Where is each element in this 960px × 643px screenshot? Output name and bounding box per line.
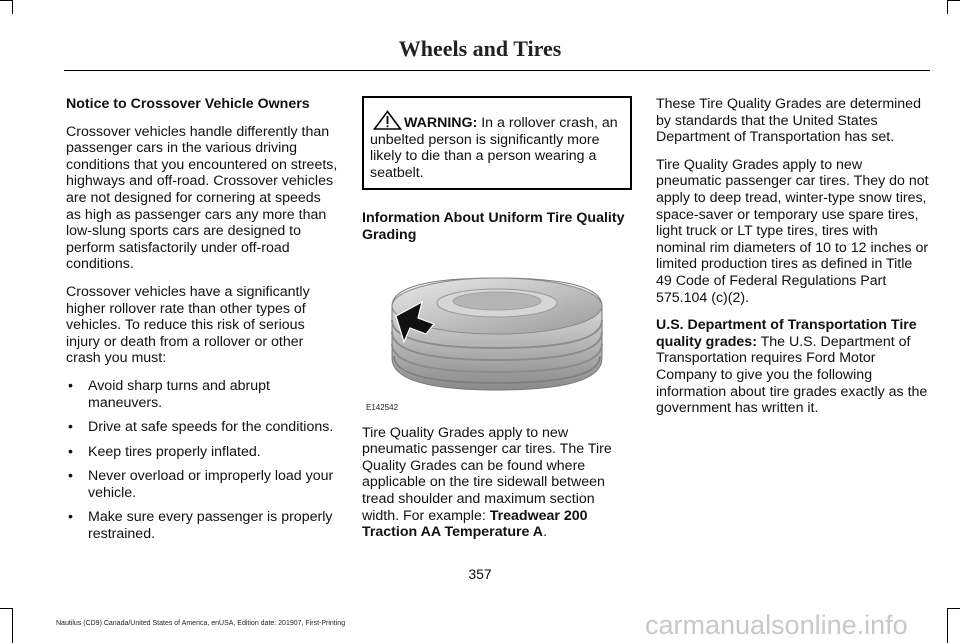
crop-mark <box>0 0 12 1</box>
crop-mark <box>12 0 13 14</box>
crop-mark <box>947 608 960 609</box>
bullet-icon: • <box>68 509 73 526</box>
section-heading: Information About Uniform Tire Quality Grading <box>362 210 625 243</box>
list-item: • Avoid sharp turns and abrupt maneuvers. <box>68 377 270 411</box>
figure-code: E142542 <box>366 402 399 412</box>
tire-figure <box>362 258 632 410</box>
list-item: • Drive at safe speeds for the conditions. <box>68 419 334 436</box>
list-item: • Make sure every passenger is properly restrained. <box>68 509 333 543</box>
column-left <box>66 96 338 551</box>
paragraph: Crossover vehicles handle differently than passenger cars in the various driving conditions that you encountered on streets, highways and off-road. Crossover vehicles are not designed for cornering at speeds as high as passenger cars any more than low-slung sports cars are designed to perform satisfactorily under off-road conditions. <box>66 123 338 273</box>
paragraph: U.S. Department of Transportation Tire quality grades: The U.S. Department of Transportation requires Ford Motor Company to give you the following information about tire grades exactly as the government has written it. <box>656 317 928 417</box>
page-number: 357 <box>468 566 492 582</box>
warning-text: In a rollover crash, an unbelted person is significantly more likely to die than a person wearing a seatbelt. <box>370 115 618 181</box>
example-grade: Treadwear 200 Traction AA Temperature A <box>362 507 588 541</box>
bullet-icon: • <box>68 443 73 460</box>
bullet-icon: • <box>68 377 73 394</box>
section-heading: Notice to Crossover Vehicle Owners <box>66 96 310 112</box>
header-divider <box>64 70 930 71</box>
warning-box <box>362 96 632 190</box>
list-item: • Keep tires properly inflated. <box>68 443 261 460</box>
crop-mark <box>0 608 12 609</box>
column-right <box>656 96 930 428</box>
paragraph: Tire Quality Grades apply to new pneumatic passenger car tires. They do not apply to deep tread, winter-type snow tires, space-saver or temporary use spare tires, light truck or LT type tires, tires with nominal rim diameters of 10 to 12 inches or limited production tires as defined in Title 49 Code of Federal Regulations Part 575.104 (c)(2). <box>656 156 929 306</box>
crop-mark <box>12 608 13 643</box>
edition-info: Nautilus (CD9) Canada/United States of America, enUSA, Edition date: 201907, First-Printing <box>56 620 346 627</box>
paragraph: Crossover vehicles have a significantly higher rollover rate than other types of vehicles. To reduce this risk of serious injury or death from a rollover or other crash you must: <box>66 283 310 367</box>
bullet-icon: • <box>68 419 73 436</box>
paragraph: These Tire Quality Grades are determined by standards that the United States Department of Transportation has set. <box>656 96 921 146</box>
crop-mark <box>947 0 960 1</box>
column-middle <box>362 96 632 552</box>
bullet-list <box>66 378 338 543</box>
warning-triangle-icon <box>373 110 402 130</box>
bullet-icon: • <box>68 468 73 485</box>
crop-mark <box>947 0 948 14</box>
list-item: • Never overload or improperly load your vehicle. <box>68 468 334 501</box>
tire-with-arrow-icon <box>362 258 632 398</box>
watermark: carmanualsonline.info <box>645 610 908 640</box>
warning-label: WARNING: <box>404 115 478 131</box>
crop-mark <box>947 608 948 643</box>
inline-heading: U.S. Department of Transportation Tire quality grades: <box>656 317 917 350</box>
page-title: Wheels and Tires <box>398 36 562 61</box>
paragraph: Tire Quality Grades apply to new pneumatic passenger car tires. The Tire Quality Grades can be found where applicable on the tire sidewall between tread shoulder and maximum section width. For example: Treadwear 200 Traction AA Temperature A. <box>362 424 612 541</box>
